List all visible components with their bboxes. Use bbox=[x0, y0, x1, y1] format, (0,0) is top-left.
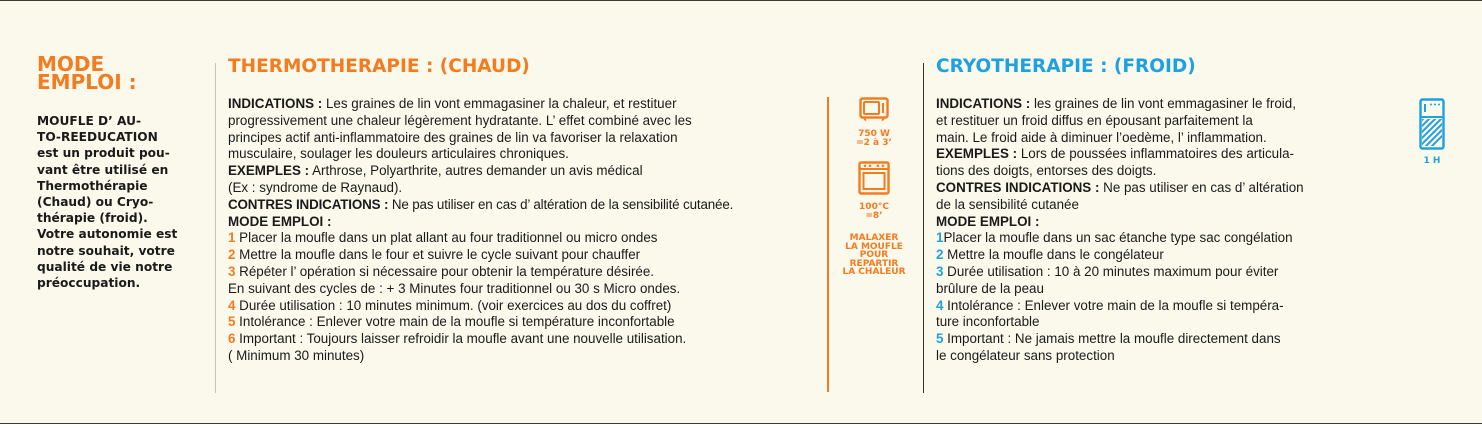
freezing-icons bbox=[1404, 98, 1460, 166]
hot-step-4: 4 Durée utilisation : 10 minutes minimum. (voir exercices au dos du coffret) bbox=[228, 297, 672, 313]
microwave-power: 750 W bbox=[858, 129, 890, 139]
hot-step-6: 6 Important : Toujours laisser refroidir la moufle avant une nouvelle utilisation. bbox=[228, 331, 687, 347]
freezer-icon bbox=[1419, 98, 1445, 150]
hot-step-1: 1 Placer la moufle dans un plat allant au four traditionnel ou micro ondes bbox=[228, 230, 658, 246]
divider-hot-icons bbox=[827, 97, 829, 392]
hot-step-5: 5 Intolérance : Enlever votre main de la moufle si température inconfortable bbox=[228, 314, 675, 330]
thermotherapy-body: INDICATIONS : Les graines de lin vont emmagasiner la chaleur, et restituer progressivement une chaleur légèrement hydratante. L’ effet combiné avec les principes actif anti-inflammatoire des graines de lin va favoriser la relaxation musculaire, soulager les douleurs articulaires chroniques. EXEMPLES : Arthrose, Polyarthrite, autres demander un avis médical (Ex : syndrome de Raynaud). CONTRES INDICATIONS : Ne pas utiliser en cas d’ altération de la sensibilité cutanée. MODE EMPLOI : 1 Placer la moufle dans un plat allant au four traditionnel ou micro ondes 2 Mettre la moufle dans le four et suivre le cycle suivant pour chauffer 3 Répéter l’ opération si nécessaire pour obtenir la température désirée. En suivant des cycles de : + 3 Minutes four traditionnel ou 30 s Micro ondes. 4 Durée utilisation : 10 minutes minimum. (voir exercices au dos du coffret) 5 Intolérance : Enlever votre main de la moufle si température inconfortable 6 Important : Toujours laisser refroidir la moufle avant une nouvelle utilisation. ( Minimum 30 minutes) bbox=[228, 96, 826, 365]
intro-text: MOUFLE D’ AU- TO-REEDUCATION est un produit pou- vant être utilisé en Thermothérapie (Chaud) ou Cryo- thérapie (froid). Votre autonomie est notre souhait, votre qualité de vie notre préoccupation. bbox=[37, 114, 178, 291]
hot-step-2: 2 Mettre la moufle dans le four et suivre le cycle suivant pour chauffer bbox=[228, 247, 641, 263]
divider-right bbox=[923, 63, 924, 393]
thermotherapy-title: THERMOTHERAPIE : (CHAUD) bbox=[228, 56, 530, 77]
cold-step-1: 1Placer la moufle dans un sac étanche type sac congélation bbox=[936, 230, 1293, 246]
cryotherapy-body: INDICATIONS : les graines de lin vont emmagasiner le froid, et restituer un froid diffus en épousant parfaitement la main. Le froid aide à diminuer l’oedème, l’ inflammation. EXEMPLES : Lors de poussées inflammatoires des articula- tions des doigts, entorses des doigts. CONTRES INDICATIONS : Ne pas utiliser en cas d’ altération de la sensibilité cutanée MODE EMPLOI : 1Placer la moufle dans un sac étanche type sac congélation 2 Mettre la moufle dans le congélateur 3 Durée utilisation : 10 à 20 minutes maximum pour éviter brûlure de la peau 4 Intolérance : Enlever votre main de la moufle si tempéra- ture inconfortable 5 Important : Ne jamais mettre la moufle directement dans le congélateur sans protection bbox=[936, 96, 1396, 365]
hot-step-6-cont: ( Minimum 30 minutes) bbox=[228, 347, 365, 363]
cold-step-4-cont: ture inconfortable bbox=[936, 314, 1040, 330]
cryotherapy-title: CRYOTHERAPIE : (FROID) bbox=[936, 56, 1196, 77]
thermotherapy-section bbox=[228, 56, 826, 365]
cold-step-5-cont: le congélateur sans protection bbox=[936, 347, 1115, 363]
freezer-duration: 1 H bbox=[1423, 156, 1441, 166]
cold-step-2: 2 Mettre la moufle dans le congélateur bbox=[936, 247, 1164, 263]
hot-step-3-cont: En suivant des cycles de : + 3 Minutes four traditionnel ou 30 s Micro ondes. bbox=[228, 280, 681, 296]
hot-step-3: 3 Répéter l’ opération si nécessaire pour obtenir la température désirée. bbox=[228, 263, 655, 279]
cold-step-3: 3 Durée utilisation : 10 à 20 minutes maximum pour éviter bbox=[936, 263, 1279, 279]
cold-step-3-cont: brûlure de la peau bbox=[936, 280, 1044, 296]
malaxer-note: MALAXER LA MOUFLE POUR REPARTIR LA CHALEUR bbox=[842, 233, 906, 278]
microwave-duration: =2 à 3’ bbox=[856, 138, 892, 148]
divider-left bbox=[215, 63, 216, 393]
heating-icons bbox=[832, 97, 916, 277]
microwave-icon bbox=[859, 97, 889, 121]
oven-duration: =8’ bbox=[865, 211, 883, 221]
cold-step-4: 4 Intolérance : Enlever votre main de la moufle si tempéra- bbox=[936, 297, 1284, 313]
cryotherapy-section bbox=[936, 56, 1396, 365]
oven-icon bbox=[858, 161, 890, 195]
intro-column bbox=[37, 52, 207, 291]
mode-emploi-title: MODE EMPLOI : bbox=[37, 52, 137, 94]
oven-temperature: 100°C bbox=[859, 202, 889, 212]
cold-step-5: 5 Important : Ne jamais mettre la moufle directement dans bbox=[936, 331, 1281, 347]
